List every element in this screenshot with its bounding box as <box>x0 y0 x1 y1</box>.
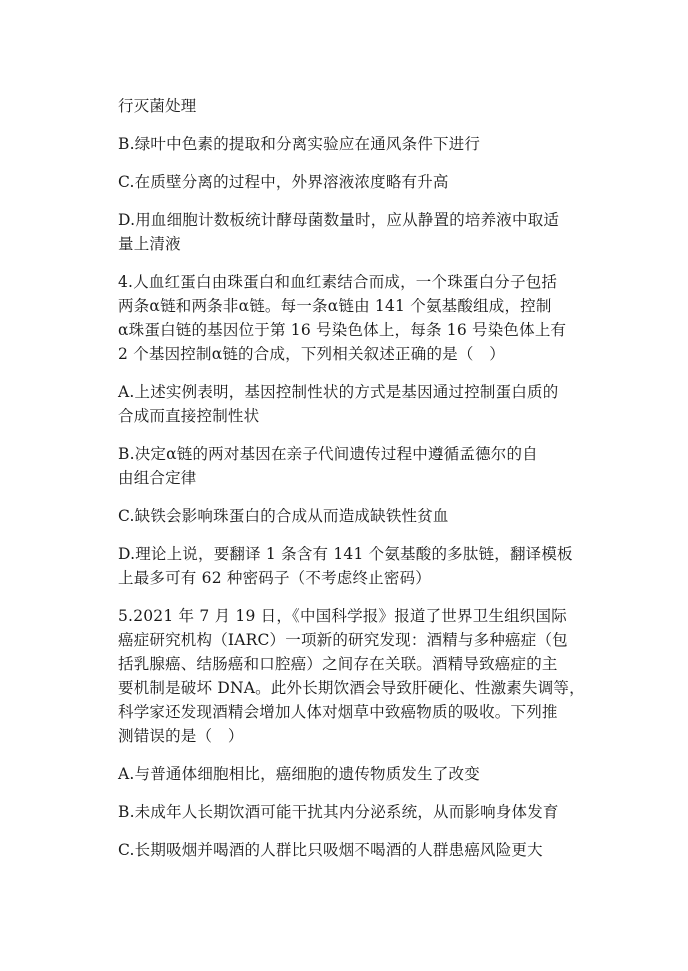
text-line: A.与普通体细胞相比，癌细胞的遗传物质发生了改变 <box>118 765 480 783</box>
text-line: 癌症研究机构（IARC）一项新的研究发现：酒精与多种癌症（包 <box>118 631 568 649</box>
text-line: 测错误的是（ ） <box>118 727 244 745</box>
text-line: 2 个基因控制α链的合成，下列相关叙述正确的是（ ） <box>118 345 505 363</box>
option-continuation <box>118 94 590 118</box>
option-a-q5 <box>118 762 590 786</box>
text-line: 量上清液 <box>118 235 181 253</box>
text-line: B.决定α链的两对基因在亲子代间遗传过程中遵循孟德尔的自 <box>118 445 538 463</box>
text-line: C.在质壁分离的过程中，外界溶液浓度略有升高 <box>118 173 449 191</box>
text-line: α珠蛋白链的基因位于第 16 号染色体上，每条 16 号染色体上有 <box>118 321 567 339</box>
option-d-q4 <box>118 542 590 590</box>
text-line: 由组合定律 <box>118 469 197 487</box>
option-c-q5 <box>118 838 590 862</box>
text-line: B.未成年人长期饮酒可能干扰其内分泌系统，从而影响身体发育 <box>118 803 559 821</box>
option-b-q5 <box>118 800 590 824</box>
text-line: 括乳腺癌、结肠癌和口腔癌）之间存在关联。酒精导致癌症的主 <box>118 655 558 673</box>
document-page <box>118 94 590 876</box>
option-d-q3 <box>118 208 590 256</box>
text-line: 两条α链和两条非α链。每一条α链由 141 个氨基酸组成，控制 <box>118 297 552 315</box>
option-b-q3 <box>118 132 590 156</box>
text-line: D.用血细胞计数板统计酵母菌数量时，应从静置的培养液中取适 <box>118 211 560 229</box>
option-c-q3 <box>118 170 590 194</box>
text-line: 上最多可有 62 种密码子（不考虑终止密码） <box>118 569 431 587</box>
question-5 <box>118 604 590 748</box>
text-line: 要机制是破坏 DNA。此外长期饮酒会导致肝硬化、性激素失调等， <box>118 679 585 697</box>
option-b-q4 <box>118 442 590 490</box>
option-c-q4 <box>118 504 590 528</box>
text-line: 科学家还发现酒精会增加人体对烟草中致癌物质的吸收。下列推 <box>118 703 558 721</box>
question-4 <box>118 270 590 366</box>
text-line: 5.2021 年 7 月 19 日，《中国科学报》报道了世界卫生组织国际 <box>118 607 567 625</box>
text-line: C.缺铁会影响珠蛋白的合成从而造成缺铁性贫血 <box>118 507 449 525</box>
text-line: 行灭菌处理 <box>118 97 197 115</box>
text-line: A.上述实例表明，基因控制性状的方式是基因通过控制蛋白质的 <box>118 383 559 401</box>
text-line: D.理论上说，要翻译 1 条含有 141 个氨基酸的多肽链，翻译模板 <box>118 545 573 563</box>
text-line: 4.人血红蛋白由珠蛋白和血红素结合而成，一个珠蛋白分子包括 <box>118 273 558 291</box>
text-line: B.绿叶中色素的提取和分离实验应在通风条件下进行 <box>118 135 481 153</box>
option-a-q4 <box>118 380 590 428</box>
text-line: C.长期吸烟并喝酒的人群比只吸烟不喝酒的人群患癌风险更大 <box>118 841 543 859</box>
text-line: 合成而直接控制性状 <box>118 407 260 425</box>
